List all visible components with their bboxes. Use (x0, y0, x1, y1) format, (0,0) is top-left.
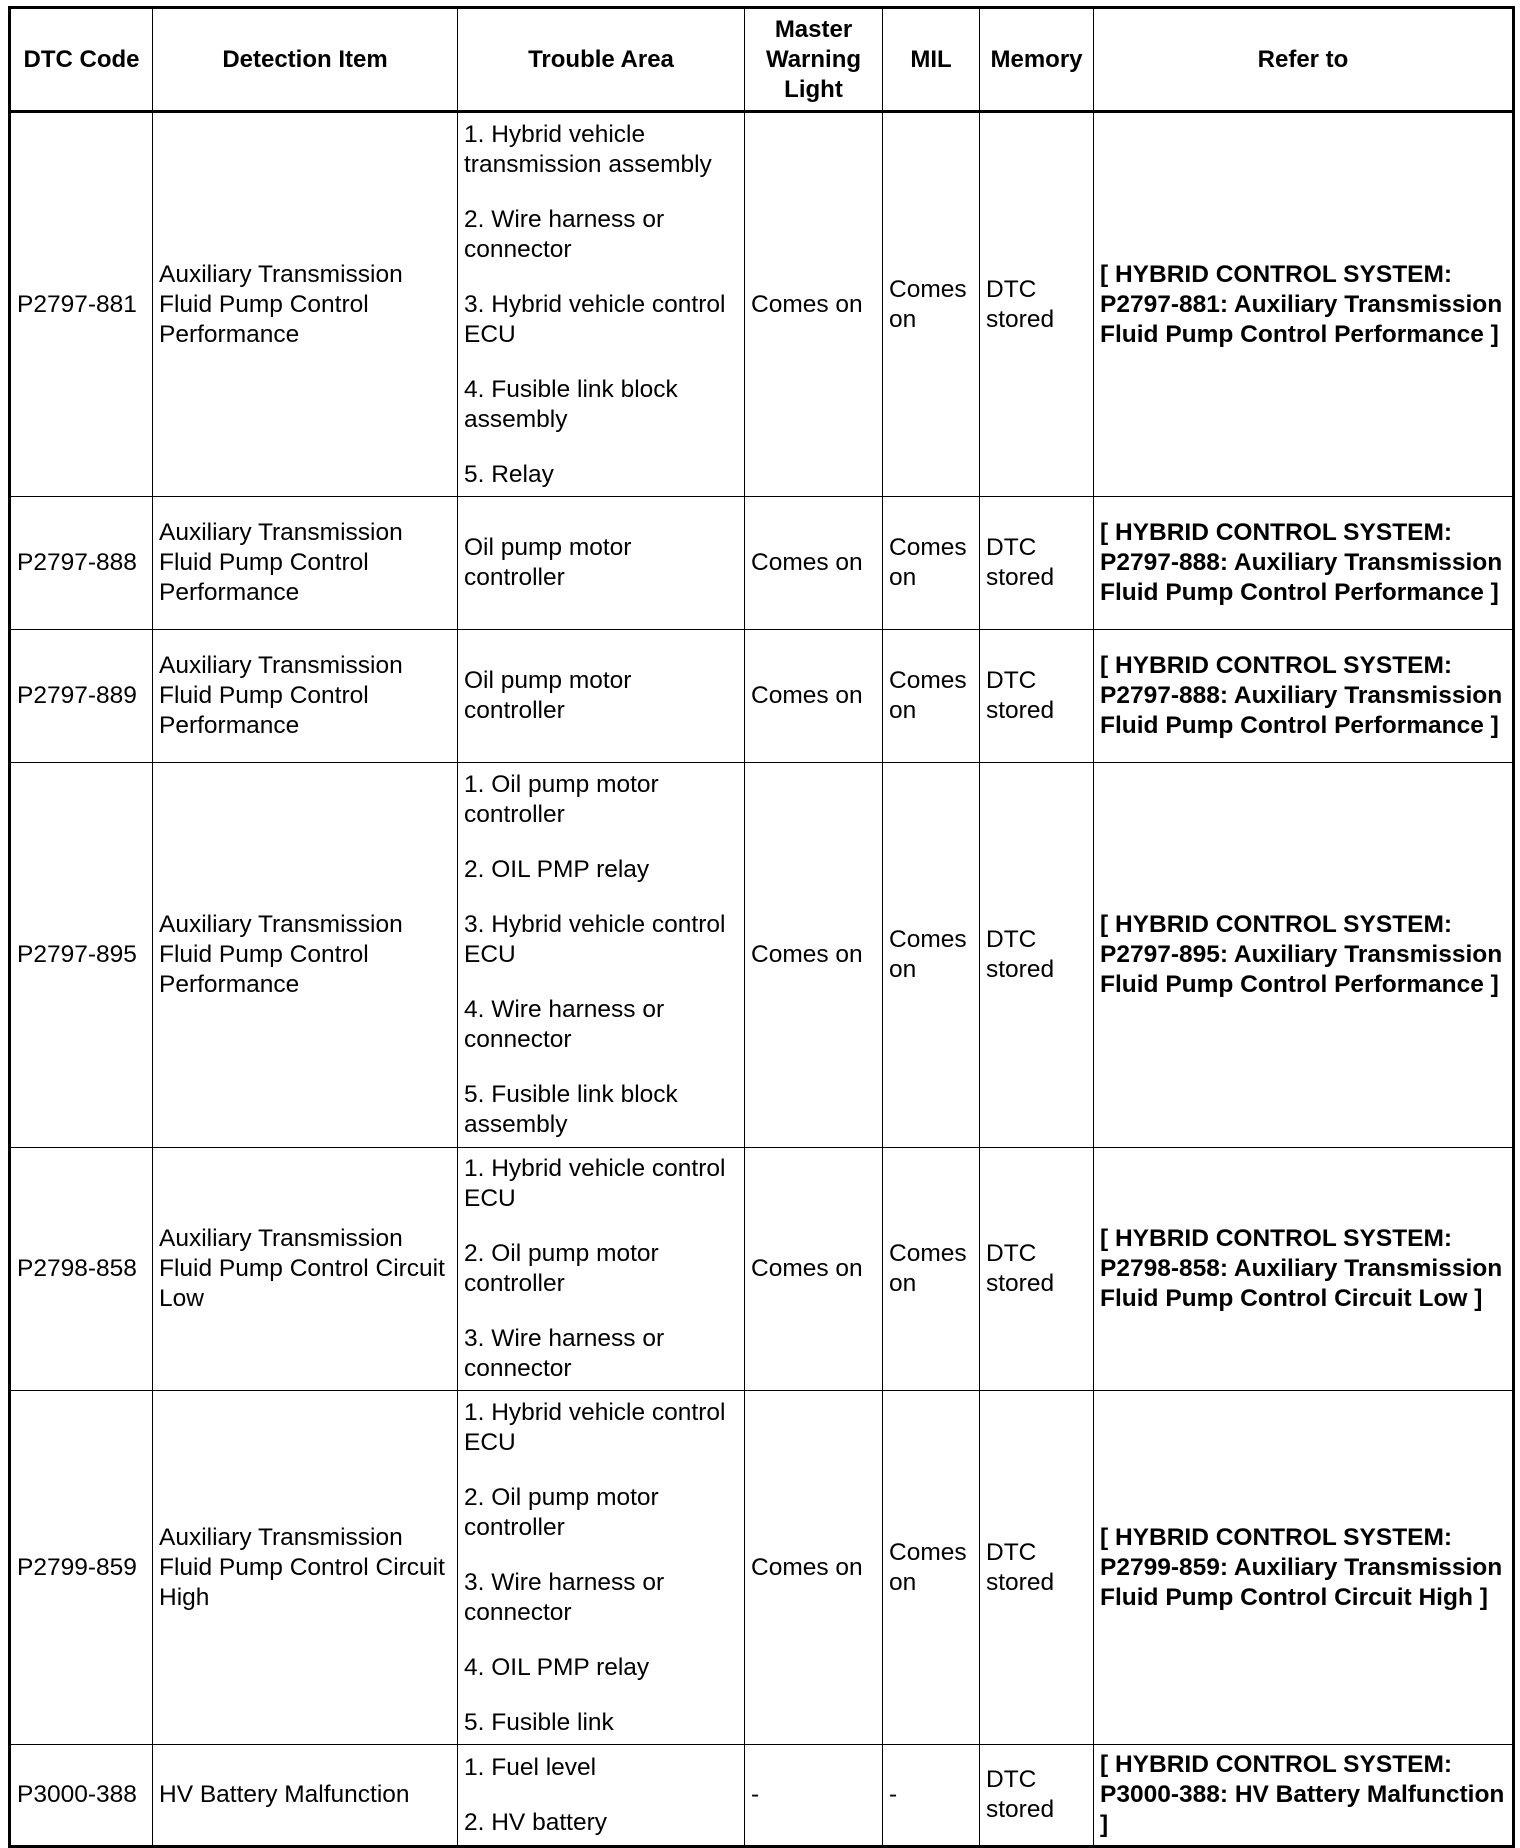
master-warning-light-cell: Comes on (745, 630, 883, 763)
trouble-area-item: Oil pump motor controller (464, 534, 632, 591)
header-memory: Memory (980, 8, 1094, 112)
header-master-warning-light: Master Warning Light (745, 8, 883, 112)
trouble-area-item: 1. Hybrid vehicle transmission assembly (464, 120, 712, 178)
refer-to-cell: [ HYBRID CONTROL SYSTEM: P2797-888: Auxiliary Transmission Fluid Pump Control Performance ] (1094, 630, 1514, 763)
refer-to-cell: [ HYBRID CONTROL SYSTEM: P2799-859: Auxiliary Transmission Fluid Pump Control Circuit High ] (1094, 1391, 1514, 1745)
detection-item-cell: Auxiliary Transmission Fluid Pump Control Performance (153, 112, 458, 497)
trouble-area-item: 2. Oil pump motor controller (464, 1240, 659, 1297)
mil-cell: - (883, 1745, 980, 1847)
trouble-area-item: 4. Fusible link block assembly (464, 375, 678, 433)
header-trouble-area: Trouble Area (458, 8, 745, 112)
memory-cell: DTC stored (980, 112, 1094, 497)
detection-item-cell: Auxiliary Transmission Fluid Pump Control Performance (153, 497, 458, 630)
trouble-area-cell (458, 1148, 745, 1391)
dtc-code-cell: P2798-858 (10, 1148, 153, 1391)
trouble-area-item: 4. Wire harness or connector (464, 996, 665, 1053)
dtc-code-cell: P2797-888 (10, 497, 153, 630)
table-row (10, 1148, 1514, 1391)
trouble-area-item: 3. Wire harness or connector (464, 1568, 665, 1626)
header-dtc-code: DTC Code (10, 8, 153, 112)
trouble-area-item: 2. Oil pump motor controller (464, 1483, 659, 1541)
dtc-code-cell: P2797-895 (10, 763, 153, 1148)
dtc-code-cell: P2797-881 (10, 112, 153, 497)
dtc-code-cell: P3000-388 (10, 1745, 153, 1847)
detection-item-cell: Auxiliary Transmission Fluid Pump Control Circuit High (153, 1391, 458, 1745)
trouble-area-cell (458, 497, 745, 630)
detection-item-cell: Auxiliary Transmission Fluid Pump Control Performance (153, 630, 458, 763)
refer-to-cell: [ HYBRID CONTROL SYSTEM: P2797-895: Auxiliary Transmission Fluid Pump Control Performance ] (1094, 763, 1514, 1148)
refer-to-cell: [ HYBRID CONTROL SYSTEM: P3000-388: HV Battery Malfunction ] (1094, 1745, 1514, 1847)
trouble-area-cell (458, 1745, 745, 1847)
table-body (10, 112, 1514, 1847)
table-row (10, 112, 1514, 497)
trouble-area-item: 4. OIL PMP relay (464, 1653, 650, 1681)
table-row (10, 497, 1514, 630)
refer-to-cell: [ HYBRID CONTROL SYSTEM: P2797-888: Auxiliary Transmission Fluid Pump Control Performance ] (1094, 497, 1514, 630)
mil-cell: Comes on (883, 1391, 980, 1745)
trouble-area-item: 2. OIL PMP relay (464, 856, 650, 883)
header-refer-to: Refer to (1094, 8, 1514, 112)
dtc-code-cell: P2797-889 (10, 630, 153, 763)
trouble-area-cell (458, 630, 745, 763)
refer-to-cell: [ HYBRID CONTROL SYSTEM: P2797-881: Auxiliary Transmission Fluid Pump Control Performance ] (1094, 112, 1514, 497)
dtc-code-cell: P2799-859 (10, 1391, 153, 1745)
master-warning-light-cell: - (745, 1745, 883, 1847)
memory-cell: DTC stored (980, 1148, 1094, 1391)
header-row (10, 8, 1514, 112)
master-warning-light-cell: Comes on (745, 1391, 883, 1745)
memory-cell: DTC stored (980, 497, 1094, 630)
trouble-area-item: 1. Fuel level (464, 1753, 597, 1781)
detection-item-cell: Auxiliary Transmission Fluid Pump Control Circuit Low (153, 1148, 458, 1391)
detection-item-cell: Auxiliary Transmission Fluid Pump Control Performance (153, 763, 458, 1148)
trouble-area-item: 3. Wire harness or connector (464, 1325, 665, 1382)
trouble-area-item: 5. Fusible link (464, 1708, 614, 1736)
refer-to-cell: [ HYBRID CONTROL SYSTEM: P2798-858: Auxiliary Transmission Fluid Pump Control Circuit Low ] (1094, 1148, 1514, 1391)
trouble-area-item: 3. Hybrid vehicle control ECU (464, 290, 726, 348)
trouble-area-item: Oil pump motor controller (464, 667, 632, 724)
mil-cell: Comes on (883, 112, 980, 497)
master-warning-light-cell: Comes on (745, 112, 883, 497)
mil-cell: Comes on (883, 497, 980, 630)
table-row (10, 630, 1514, 763)
trouble-area-cell (458, 112, 745, 497)
memory-cell: DTC stored (980, 630, 1094, 763)
trouble-area-item: 1. Oil pump motor controller (464, 771, 659, 828)
trouble-area-cell (458, 763, 745, 1148)
detection-item-cell: HV Battery Malfunction (153, 1745, 458, 1847)
memory-cell: DTC stored (980, 1391, 1094, 1745)
header-detection-item: Detection Item (153, 8, 458, 112)
trouble-area-item: 3. Hybrid vehicle control ECU (464, 911, 726, 968)
memory-cell: DTC stored (980, 1745, 1094, 1847)
mil-cell: Comes on (883, 763, 980, 1148)
trouble-area-item: 1. Hybrid vehicle control ECU (464, 1155, 726, 1212)
trouble-area-cell (458, 1391, 745, 1745)
dtc-table (8, 6, 1515, 1848)
table-row (10, 763, 1514, 1148)
trouble-area-item: 2. HV battery (464, 1808, 607, 1836)
table-row (10, 1745, 1514, 1847)
mil-cell: Comes on (883, 1148, 980, 1391)
master-warning-light-cell: Comes on (745, 1148, 883, 1391)
header-mil: MIL (883, 8, 980, 112)
trouble-area-item: 5. Fusible link block assembly (464, 1081, 678, 1138)
master-warning-light-cell: Comes on (745, 763, 883, 1148)
mil-cell: Comes on (883, 630, 980, 763)
master-warning-light-cell: Comes on (745, 497, 883, 630)
trouble-area-item: 5. Relay (464, 460, 554, 488)
table-row (10, 1391, 1514, 1745)
trouble-area-item: 2. Wire harness or connector (464, 205, 665, 263)
trouble-area-item: 1. Hybrid vehicle control ECU (464, 1398, 726, 1456)
memory-cell: DTC stored (980, 763, 1094, 1148)
